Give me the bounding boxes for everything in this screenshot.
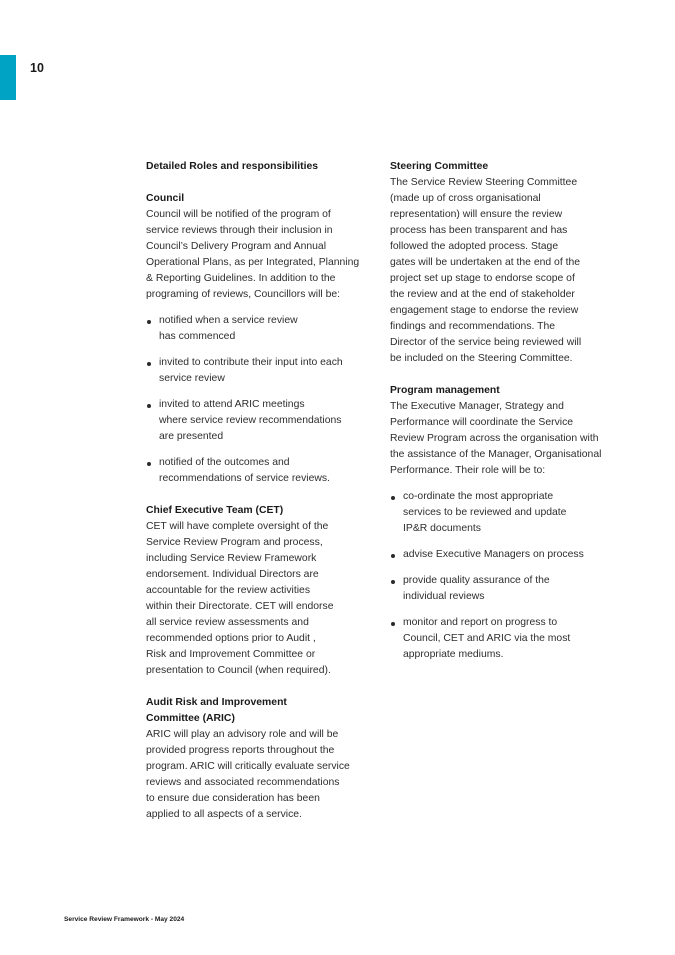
bullet-line: has commenced <box>159 331 236 342</box>
bullet-line: IP&R documents <box>403 523 481 534</box>
para-line: Council will be notified of the program of <box>146 209 331 220</box>
bullet-line: co-ordinate the most appropriate <box>403 491 554 502</box>
para-line: Director of the service being reviewed will <box>390 337 582 348</box>
bullet-line: Council, CET and ARIC via the most <box>403 633 571 644</box>
para-line: accountable for the review activities <box>146 585 311 596</box>
para-line: provided progress reports throughout the <box>146 745 335 756</box>
program-section <box>390 383 620 663</box>
para-line: (made up of cross organisational <box>390 193 541 204</box>
aric-heading <box>146 695 374 727</box>
para-line: gates will be undertaken at the end of the <box>390 257 581 268</box>
aric-paragraph <box>146 727 374 823</box>
para-line: to ensure due consideration has been <box>146 793 320 804</box>
heading-line: Audit Risk and Improvement <box>146 697 287 708</box>
cet-section <box>146 503 374 679</box>
program-bullet-list <box>390 489 620 663</box>
program-paragraph <box>390 399 620 479</box>
para-line: Service Review Program and process, <box>146 537 323 548</box>
para-line: engagement stage to endorse the review <box>390 305 579 316</box>
bullet-item <box>390 547 620 563</box>
heading-line: Committee (ARIC) <box>146 713 235 724</box>
bullet-item <box>146 455 374 487</box>
bullet-line: services to be reviewed and update <box>403 507 567 518</box>
para-line: endorsement. Individual Directors are <box>146 569 319 580</box>
page-accent-bar <box>0 55 16 100</box>
bullet-item <box>146 397 374 445</box>
para-line: The Service Review Steering Committee <box>390 177 578 188</box>
para-line: Performance. Their role will be to: <box>390 465 546 476</box>
bullet-item <box>390 573 620 605</box>
para-line: applied to all aspects of a service. <box>146 809 302 820</box>
para-line: the review and at the end of stakeholder <box>390 289 575 300</box>
para-line: recommended options prior to Audit , <box>146 633 316 644</box>
para-line: Performance will coordinate the Service <box>390 417 574 428</box>
bullet-item <box>390 489 620 537</box>
steering-heading: Steering Committee <box>390 161 489 172</box>
para-line: representation) will ensure the review <box>390 209 563 220</box>
para-line: The Executive Manager, Strategy and <box>390 401 564 412</box>
bullet-line: service review <box>159 373 225 384</box>
bullet-line: are presented <box>159 431 224 442</box>
steering-paragraph <box>390 175 620 367</box>
bullet-line: advise Executive Managers on process <box>403 549 584 560</box>
bullet-line: provide quality assurance of the <box>403 575 550 586</box>
left-column <box>146 159 374 839</box>
para-line: & Reporting Guidelines. In addition to the <box>146 273 336 284</box>
bullet-line: appropriate mediums. <box>403 649 504 660</box>
bullet-item <box>390 615 620 663</box>
steering-section <box>390 159 620 367</box>
para-line: Review Program across the organisation with <box>390 433 599 444</box>
council-heading: Council <box>146 193 185 204</box>
para-line: Risk and Improvement Committee or <box>146 649 316 660</box>
para-line: CET will have complete oversight of the <box>146 521 329 532</box>
right-column <box>390 159 620 679</box>
council-bullet-list <box>146 313 374 487</box>
cet-heading: Chief Executive Team (CET) <box>146 505 284 516</box>
para-line: followed the adopted process. Stage <box>390 241 559 252</box>
aric-section <box>146 695 374 823</box>
para-line: the assistance of the Manager, Organisational <box>390 449 602 460</box>
para-line: program. ARIC will critically evaluate service <box>146 761 350 772</box>
bullet-line: invited to contribute their input into each <box>159 357 343 368</box>
para-line: including Service Review Framework <box>146 553 317 564</box>
para-line: Operational Plans, as per Integrated, Planning <box>146 257 360 268</box>
council-section <box>146 191 374 487</box>
page-number: 10 <box>30 61 44 75</box>
para-line: project set up stage to endorse scope of <box>390 273 575 284</box>
para-line: findings and recommendations. The <box>390 321 556 332</box>
para-line: reviews and associated recommendations <box>146 777 340 788</box>
council-paragraph <box>146 207 374 303</box>
bullet-line: notified of the outcomes and <box>159 457 290 468</box>
bullet-line: individual reviews <box>403 591 485 602</box>
bullet-item <box>146 313 374 345</box>
bullet-line: notified when a service review <box>159 315 298 326</box>
para-line: within their Directorate. CET will endorse <box>146 601 334 612</box>
para-line: programing of reviews, Councillors will be: <box>146 289 341 300</box>
bullet-line: recommendations of service reviews. <box>159 473 330 484</box>
para-line: process has been transparent and has <box>390 225 568 236</box>
page-footer: Service Review Framework - May 2024 <box>64 916 185 923</box>
program-heading: Program management <box>390 385 500 396</box>
para-line: presentation to Council (when required). <box>146 665 331 676</box>
para-line: service reviews through their inclusion in <box>146 225 333 236</box>
para-line: Council’s Delivery Program and Annual <box>146 241 327 252</box>
main-heading: Detailed Roles and responsibilities <box>146 161 319 172</box>
bullet-item <box>146 355 374 387</box>
para-line: ARIC will play an advisory role and will be <box>146 729 339 740</box>
bullet-line: monitor and report on progress to <box>403 617 558 628</box>
bullet-line: invited to attend ARIC meetings <box>159 399 305 410</box>
para-line: all service review assessments and <box>146 617 309 628</box>
para-line: be included on the Steering Committee. <box>390 353 573 364</box>
cet-paragraph <box>146 519 374 679</box>
bullet-line: where service review recommendations <box>159 415 342 426</box>
